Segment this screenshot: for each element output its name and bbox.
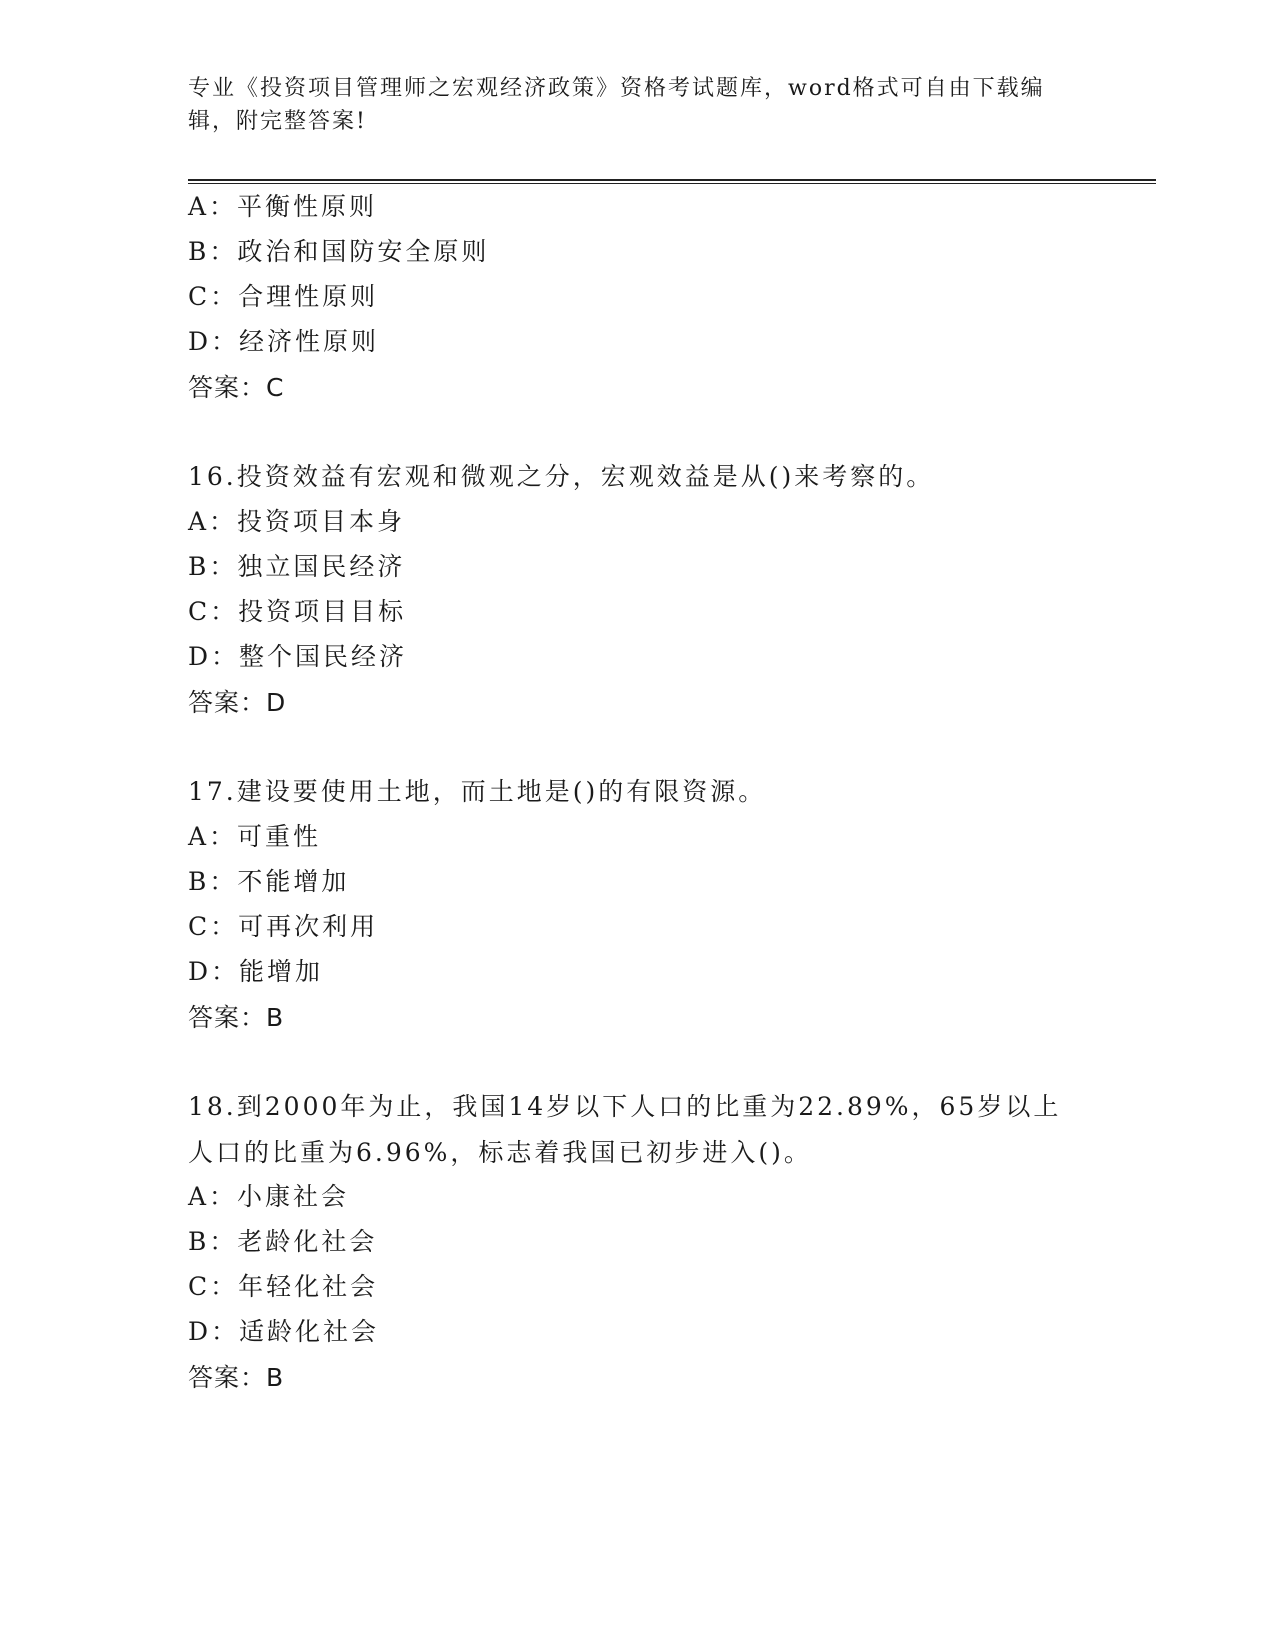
q17-question: 17.建设要使用土地，而土地是()的有限资源。 <box>188 777 767 806</box>
q18-option-b: B：老龄化社会 <box>188 1227 378 1256</box>
q15-option-c: C：合理性原则 <box>188 282 379 311</box>
q16-answer: 答案：D <box>188 688 287 717</box>
q15-answer: 答案：C <box>188 373 285 402</box>
q18-option-a: A：小康社会 <box>188 1182 350 1211</box>
header-line-2: 辑，附完整答案! <box>188 109 367 134</box>
q18-answer: 答案：B <box>188 1363 285 1392</box>
q15-option-b: B：政治和国防安全原则 <box>188 237 490 266</box>
q16-question: 16.投资效益有宏观和微观之分，宏观效益是从()来考察的。 <box>188 462 935 491</box>
q16-option-d: D：整个国民经济 <box>188 642 408 671</box>
q15-option-a: A：平衡性原则 <box>188 192 378 221</box>
q18-question: 18.到2000年为止，我国14岁以下人口的比重为22.89%，65岁以上人口的比重为6.96%，标志着我国已初步进入()。 <box>188 1092 1062 1167</box>
q17-answer: 答案：B <box>188 1003 285 1032</box>
header-line-1: 专业《投资项目管理师之宏观经济政策》资格考试题库，word格式可自由下载编 <box>188 76 1045 101</box>
q17-option-b: B：不能增加 <box>188 867 350 896</box>
q17-option-c: C：可再次利用 <box>188 912 379 941</box>
header-divider <box>188 179 1156 184</box>
q16-option-b: B：独立国民经济 <box>188 552 406 581</box>
q17-option-d: D：能增加 <box>188 957 324 986</box>
q16-option-c: C：投资项目目标 <box>188 597 407 626</box>
q18-option-c: C：年轻化社会 <box>188 1272 379 1301</box>
q17-option-a: A：可重性 <box>188 822 322 851</box>
document-header <box>188 72 1068 138</box>
q15-option-d: D：经济性原则 <box>188 327 380 356</box>
q16-option-a: A：投资项目本身 <box>188 507 406 536</box>
q18-option-d: D：适龄化社会 <box>188 1317 380 1346</box>
